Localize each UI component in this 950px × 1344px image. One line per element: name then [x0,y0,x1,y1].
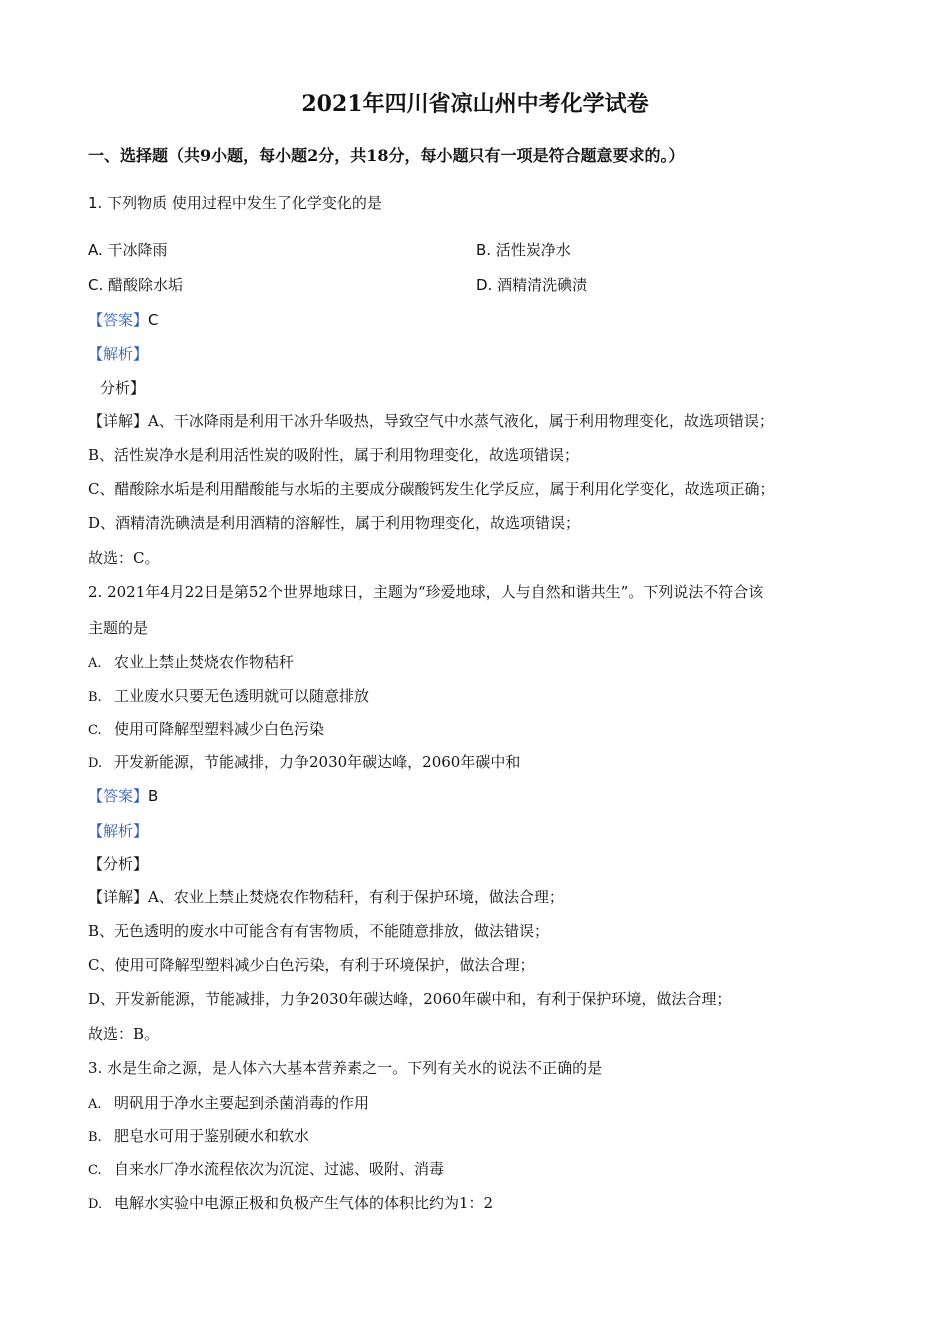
page-title: 2021年四川省凉山州中考化学试卷 [301,91,649,117]
q2-conclusion: 故选：B。 [88,1025,160,1043]
answer-tag: 【答案】 [88,787,149,805]
q2-analysis-tag: 【解析】 [88,822,149,840]
q1-detail-2: B、活性炭净水是利用活性炭的吸附性，属于利用物理变化，故选项错误； [88,446,580,464]
q3-stem: 3. 水是生命之源，是人体六大基本营养素之一。下列有关水的说法不正确的是 [88,1059,603,1077]
q1-detail-1: 【详解】A、干冰降雨是利用干冰升华吸热，导致空气中水蒸气液化，属于利用物理变化，故选项错误； [88,412,774,430]
option-text: 电解水实验中电源正极和负极产生气体的体积比约为1：2 [114,1194,494,1212]
option-text: 自来水厂净水流程依次为沉淀、过滤、吸附、消毒 [114,1160,445,1178]
section-heading: 一、选择题（共9小题，每小题2分，共18分，每小题只有一项是符合题意要求的。） [88,146,685,165]
option-text: 农业上禁止焚烧农作物秸秆 [114,653,295,671]
option-text: 工业废水只要无色透明就可以随意排放 [114,687,370,705]
option-letter: C. [88,723,102,738]
option-text: 明矾用于净水主要起到杀菌消毒的作用 [114,1094,370,1112]
q1-fenxi: 分析】 [100,379,146,397]
q2-detail-1: 【详解】A、农业上禁止焚烧农作物秸秆，有利于保护环境，做法合理； [88,888,564,906]
q1-stem: 1. 下列物质 使用过程中发生了化学变化的是 [88,194,382,212]
option-letter: D. [88,756,103,771]
option-letter: A. [88,656,102,671]
q2-option-a [88,652,294,674]
q2-stem-line-1: 2. 2021年4月22日是第52个世界地球日，主题为“珍爱地球，人与自然和谐共生”。下列说法不符合该 [88,583,764,601]
q2-answer [88,786,158,806]
option-text: 开发新能源，节能减排，力争2030年碳达峰，2060年碳中和 [114,753,521,771]
q2-detail-4: D、开发新能源，节能减排，力争2030年碳达峰，2060年碳中和，有利于保护环境，做法合理； [88,990,732,1008]
option-letter: D. [88,1197,103,1212]
q3-option-b [88,1126,309,1148]
q3-option-d [88,1193,493,1215]
q1-option-d: D. 酒精清洗碘渍 [476,276,588,294]
q3-option-a [88,1093,369,1115]
q2-detail-3: C、使用可降解型塑料减少白色污染，有利于环境保护，做法合理； [88,956,535,974]
option-letter: C. [88,1163,102,1178]
q1-detail-3: C、醋酸除水垢是利用醋酸能与水垢的主要成分碳酸钙发生化学反应，属于利用化学变化，故选项正确； [88,480,775,498]
option-text: 肥皂水可用于鉴别硬水和软水 [114,1127,310,1145]
q1-option-b: B. 活性炭净水 [476,241,571,259]
option-letter: A. [88,1097,102,1112]
answer-tag: 【答案】 [88,311,149,329]
q2-fenxi: 【分析】 [88,855,149,873]
option-letter: B. [88,690,102,705]
option-text: 使用可降解型塑料减少白色污染 [114,720,325,738]
option-letter: B. [88,1130,102,1145]
q2-option-c [88,719,324,741]
q1-option-a: A. 干冰降雨 [88,241,168,259]
q2-option-b [88,686,369,708]
answer-value: C [148,311,159,329]
q1-answer [88,310,159,330]
q1-analysis-tag: 【解析】 [88,345,149,363]
answer-value: B [148,787,159,805]
q1-detail-4: D、酒精清洗碘渍是利用酒精的溶解性，属于利用物理变化，故选项错误； [88,514,581,532]
q2-detail-2: B、无色透明的废水中可能含有有害物质，不能随意排放，做法错误； [88,922,550,940]
q2-stem-line-2: 主题的是 [88,619,149,637]
q2-option-d [88,752,520,774]
q3-option-c [88,1159,444,1181]
q1-conclusion: 故选：C。 [88,549,160,567]
q1-option-c: C. 醋酸除水垢 [88,276,184,294]
